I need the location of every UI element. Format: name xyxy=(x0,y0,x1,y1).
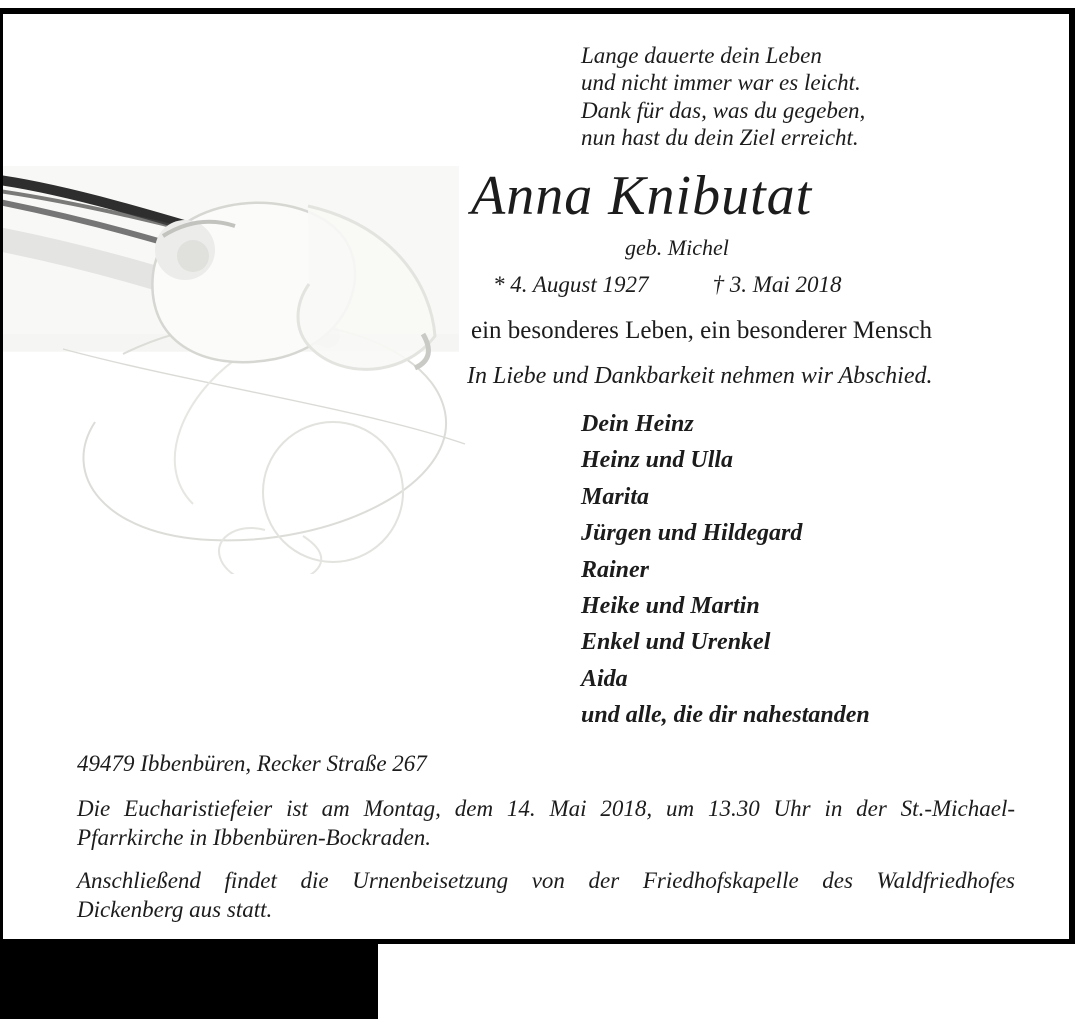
service-line: Pfarrkirche in Ibbenbüren-Bockraden. xyxy=(77,825,432,850)
mourner-line: und alle, die dir nahestanden xyxy=(581,702,870,729)
mourner-line: Dein Heinz xyxy=(581,411,694,437)
burial-line: Anschließend findet die Urnenbeisetzung von der Friedhofskapelle des Waldfriedhofes xyxy=(77,868,1015,893)
life-dates xyxy=(493,272,842,298)
bottom-black-block xyxy=(0,944,378,1019)
poem-line: Dank für das, was du gegeben, xyxy=(581,97,866,123)
death-date: † 3. Mai 2018 xyxy=(712,272,842,297)
deceased-name: Anna Knibutat xyxy=(471,165,813,227)
mourner-line: Marita xyxy=(581,483,650,510)
mourner-line: Jürgen und Hildegard xyxy=(581,520,803,547)
mourners-list xyxy=(581,406,870,734)
mourner-line: Enkel und Urenkel xyxy=(581,629,771,656)
poem-line: nun hast du dein Ziel erreicht. xyxy=(581,124,859,150)
calla-lily-image xyxy=(3,144,473,574)
burial-line: Dickenberg aus statt. xyxy=(77,897,273,922)
mourner-line: Aida xyxy=(581,665,628,692)
poem xyxy=(581,42,865,151)
mourner-line: Heinz und Ulla xyxy=(581,447,734,474)
obituary-card xyxy=(0,8,1075,944)
service-line: Die Eucharistiefeier ist am Montag, dem 14. Mai 2018, um 13.30 Uhr in der St.-Michael- xyxy=(77,796,1015,821)
farewell-line: In Liebe und Dankbarkeit nehmen wir Abschied. xyxy=(467,363,933,389)
mourner-line: Rainer xyxy=(581,556,650,583)
service-paragraph xyxy=(77,794,1015,852)
birth-date: * 4. August 1927 xyxy=(493,272,649,297)
poem-line: und nicht immer war es leicht. xyxy=(581,70,861,96)
burial-paragraph xyxy=(77,866,1015,924)
epithet-line: ein besonderes Leben, ein besonderer Mensch xyxy=(471,317,932,344)
mourner-line: Heike und Martin xyxy=(581,593,760,620)
maiden-name: geb. Michel xyxy=(625,235,729,260)
poem-line: Lange dauerte dein Leben xyxy=(581,43,822,68)
address-line: 49479 Ibbenbüren, Recker Straße 267 xyxy=(77,751,427,776)
